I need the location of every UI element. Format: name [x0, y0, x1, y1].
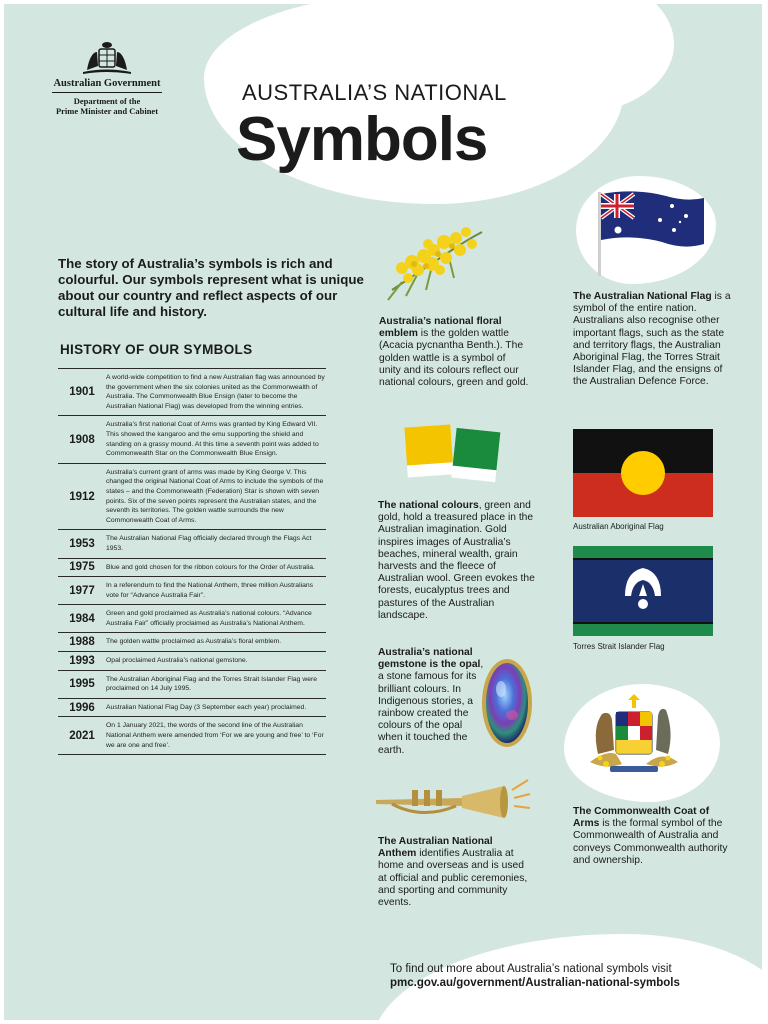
- timeline-description: Green and gold proclaimed as Australia’s national colours. “Advance Australia Fair” officially proclaimed as Australia’s National Anthem.: [106, 610, 312, 627]
- timeline-description: The golden wattle proclaimed as Australia’s floral emblem.: [106, 638, 282, 646]
- national-colours-text: [378, 500, 538, 622]
- timeline-year: 1993: [69, 654, 95, 667]
- torres-strait-islander-flag-image: [573, 546, 713, 636]
- national-flag-heading: The Australian National Flag: [573, 291, 712, 302]
- timeline-description: The Australian National Flag officially declared through the Flags Act 1953.: [106, 535, 312, 552]
- timeline-year: 1988: [69, 636, 95, 649]
- department-name: [52, 96, 162, 116]
- floral-emblem-body: is the golden wattle (Acacia pycnantha Benth.). The golden wattle is a symbol of unity and its colours reflect our national colours, green and gold.: [379, 328, 529, 389]
- floral-emblem-text: [379, 316, 529, 389]
- national-flag-text: [573, 291, 733, 389]
- history-timeline: [58, 368, 326, 755]
- trumpet-image: [372, 776, 532, 826]
- timeline-year: 1995: [69, 678, 95, 691]
- anthem-heading: The Australian National Anthem: [378, 836, 493, 860]
- timeline-description: Australia’s first national Coat of Arms was granted by King Edward VII. This showed the kangaroo and the emu supporting the shield and standing on a grassy mound. At this time a seventh point was added to Commonwealth Star on the Commonwealth Blue Ensign.: [106, 421, 319, 458]
- coat-of-arms-body: is the formal symbol of the Commonwealth of Australia and conveys Commonwealth authority and ownership.: [573, 818, 728, 866]
- gemstone-body: , a stone famous for its brilliant colours. In Indigenous stories, a rainbow created the colours of the opal when it touched the earth.: [378, 659, 484, 756]
- coat-of-arms-heading: The Commonwealth Coat of Arms: [573, 806, 710, 830]
- timeline-description: In a referendum to find the National Anthem, three million Australians vote for “Advance Australia Fair”.: [106, 582, 314, 599]
- opal-gemstone-image: [479, 655, 535, 751]
- government-logo: [52, 40, 162, 116]
- timeline-row: [58, 576, 326, 604]
- national-colours-heading: The national colours: [378, 500, 479, 511]
- timeline-year: 1996: [69, 701, 95, 714]
- coat-of-arms-text: [573, 806, 733, 867]
- timeline-description: A world-wide competition to find a new Australian flag was announced by the government when the six colonies united as the Commonwealth of Australia. The Commonwealth Blue Ensign (later to become the Australian National Flag) was developed from the winning entries.: [106, 374, 325, 410]
- australian-national-flag-image: [596, 186, 706, 278]
- torres-strait-flag-caption: Torres Strait Islander Flag: [573, 642, 665, 651]
- commonwealth-coat-of-arms-image: [576, 692, 692, 776]
- gemstone-text: [378, 647, 484, 757]
- timeline-description: Blue and gold chosen for the ribbon colours for the Order of Australia.: [106, 563, 315, 571]
- timeline-description: The Australian Aboriginal Flag and the Torres Strait Islander Flag were proclaimed on 14 July 1995.: [106, 675, 318, 693]
- aboriginal-flag-image: [573, 429, 713, 517]
- footer-link[interactable]: pmc.gov.au/government/Australian-national-symbols: [390, 977, 680, 989]
- department-line-2: Prime Minister and Cabinet: [55, 106, 159, 116]
- title-subheading: AUSTRALIA’S NATIONAL: [242, 80, 507, 105]
- timeline-description: Australia’s current grant of arms was made by King George V. This changed the original National Coat of Arms to include the symbols of the states – and the Commonwealth (Federation) Star is shown with seven points. Six of the seven points represent the Australian states, and the seventh its territories. The golden wattle surrounds the new Commonwealth Coat of Arms.: [106, 468, 324, 524]
- timeline-row: [58, 670, 326, 698]
- timeline-row: [58, 651, 326, 670]
- golden-wattle-image: [382, 220, 488, 306]
- government-name: Australian Government: [52, 78, 162, 93]
- timeline-row: [58, 463, 326, 530]
- national-colours-swatches-image: [402, 420, 502, 486]
- timeline-year: 1984: [69, 612, 95, 625]
- national-flag-body: is a symbol of the entire nation. Australians also recognise other important flags, such as the state and territory flags, the Australian Aboriginal Flag, the Torres Strait Islander Flag, and the ensigns of the Australian Defence Force.: [573, 291, 731, 388]
- timeline-row: [58, 558, 326, 577]
- timeline-row: [58, 698, 326, 717]
- timeline-year: 1975: [69, 561, 95, 574]
- timeline-row: [58, 368, 326, 415]
- footer-text: To find out more about Australia’s national symbols visit: [390, 963, 672, 975]
- national-colours-body: , green and gold, hold a treasured place in the Australian imagination. Gold inspires images of Australia’s beaches, mineral wealth, grain harvests and the fleece of Australian wool. Green evokes the forests, eucalyptus trees and pastures of the Australian landscape.: [378, 500, 535, 621]
- timeline-year: 2021: [69, 729, 95, 742]
- timeline-description: Opal proclaimed Australia’s national gemstone.: [106, 657, 248, 665]
- timeline-row: [58, 632, 326, 651]
- anthem-body: identifies Australia at home and overseas and is used at official and public ceremonies, and sporting and community events.: [378, 848, 528, 909]
- timeline-row: [58, 604, 326, 632]
- anthem-text: [378, 836, 528, 909]
- timeline-description: Australian National Flag Day (3 September each year) proclaimed.: [106, 703, 307, 711]
- timeline-year: 1953: [69, 537, 95, 550]
- coat-of-arms-crest-icon: [79, 40, 135, 76]
- history-heading: HISTORY OF OUR SYMBOLS: [60, 342, 253, 357]
- timeline-row: [58, 529, 326, 557]
- gemstone-heading: Australia’s national gemstone is the opal: [378, 647, 481, 671]
- timeline-year: 1912: [69, 490, 95, 503]
- timeline-description: On 1 January 2021, the words of the second line of the Australian National Anthem were amended from ‘For we are young and free’ to ‘For we are one and free’.: [106, 722, 324, 749]
- timeline-year: 1901: [69, 386, 95, 399]
- aboriginal-flag-caption: Australian Aboriginal Flag: [573, 522, 664, 531]
- timeline-year: 1908: [69, 433, 95, 446]
- floral-emblem-heading: Australia’s national floral emblem: [379, 316, 502, 340]
- timeline-row: [58, 716, 326, 755]
- page-title: Symbols: [236, 105, 488, 174]
- timeline-year: 1977: [69, 584, 95, 597]
- intro-paragraph: The story of Australia’s symbols is rich and colourful. Our symbols represent what is unique about our country and reflect aspects of our cultural life and history.: [58, 256, 364, 319]
- timeline-row: [58, 415, 326, 462]
- department-line-1: Department of the: [73, 96, 141, 106]
